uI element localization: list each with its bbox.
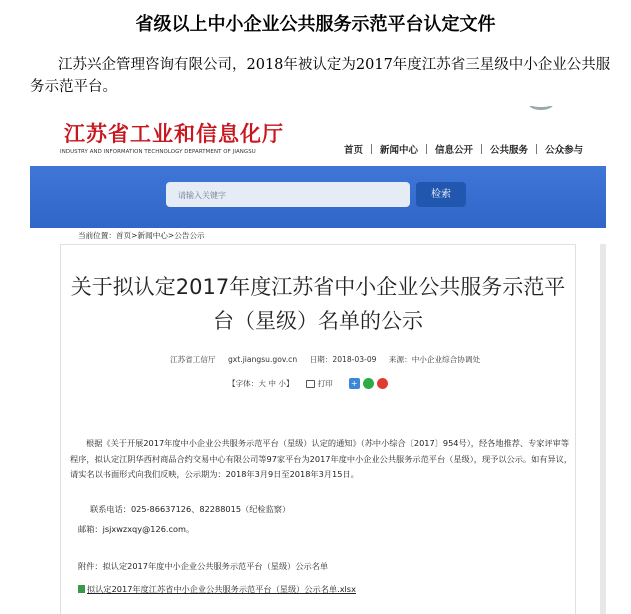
meta-source: 江苏省工信厅 (170, 355, 216, 364)
scrollbar-edge (600, 244, 606, 614)
meta-url: gxt.jiangsu.gov.cn (227, 355, 298, 364)
wechat-icon[interactable] (363, 378, 374, 389)
search-input[interactable]: 请输入关键字 (166, 182, 410, 207)
contact-phone: 联系电话：025-86637126、82288015（纪检监察） (90, 504, 291, 514)
nav-home[interactable]: 首页 (344, 145, 364, 156)
article-body (70, 436, 575, 483)
article-tools (228, 378, 388, 389)
article-paragraph: 根据《关于开展2017年度中小企业公共服务示范平台（星级）认定的通知》（苏中小综合〔2017〕954号），经各地推荐、专家评审等程序，拟认定江阴华西村商品合约交易中心有限公司等97家平台为2017年度中小企业公共服务示范平台（星级），现予以公示。如有异议，请实名以书面形式向我们反映，公示期为：2018年3月9日至2018年3月15日。 (70, 438, 573, 479)
site-logo-english: INDUSTRY AND INFORMATION TECHNOLOGY DEPARTMENT OF JIANGSU (60, 149, 256, 155)
meta-org: 来源：中小企业综合协调处 (388, 355, 481, 364)
weibo-icon[interactable] (377, 378, 388, 389)
site-header (30, 106, 606, 166)
print-button[interactable]: 打印 (317, 379, 333, 388)
font-size-selector[interactable]: 【字体：大 中 小】 (228, 379, 294, 388)
article-title (60, 270, 576, 338)
top-navigation (336, 142, 591, 156)
search-button[interactable]: 检索 (416, 182, 466, 207)
article-title-line1: 关于拟认定2017年度江苏省中小企业公共服务示范平 (70, 275, 566, 299)
attachment-link[interactable]: 拟认定2017年度江苏省中小企业公共服务示范平台（星级）公示名单.xlsx (87, 584, 356, 594)
document-title: 省级以上中小企业公共服务示范平台认定文件 (135, 14, 496, 35)
nav-services[interactable]: 公共服务 (490, 145, 529, 156)
xlsx-file-icon (78, 585, 85, 593)
contact-email: 邮箱：jsjxwzxqy@126.com。 (78, 524, 195, 534)
article-title-line2: 台（星级）名单的公示 (213, 309, 423, 333)
decoration-arc (528, 106, 554, 110)
share-plus-icon[interactable]: + (349, 378, 360, 389)
nav-info[interactable]: 信息公开 (435, 145, 474, 156)
article-meta (170, 354, 490, 365)
search-banner (30, 166, 606, 228)
nav-participation[interactable]: 公众参与 (545, 145, 584, 156)
breadcrumb[interactable]: 当前位置：首页>新闻中心>公告公示 (78, 231, 205, 240)
meta-date: 日期：2018-03-09 (309, 355, 377, 364)
site-logo[interactable]: 江苏省工业和信息化厅 (64, 121, 284, 146)
attachment-label: 附件：拟认定2017年度中小企业公共服务示范平台（星级）公示名单 (78, 561, 329, 571)
website-screenshot (30, 106, 606, 614)
print-icon[interactable] (306, 380, 315, 388)
nav-news[interactable]: 新闻中心 (380, 145, 419, 156)
document-paragraph: 江苏兴企管理咨询有限公司，2018年被认定为2017年度江苏省三星级中小企业公共服务示范平台。 (30, 57, 611, 95)
attachment-row (78, 584, 356, 595)
